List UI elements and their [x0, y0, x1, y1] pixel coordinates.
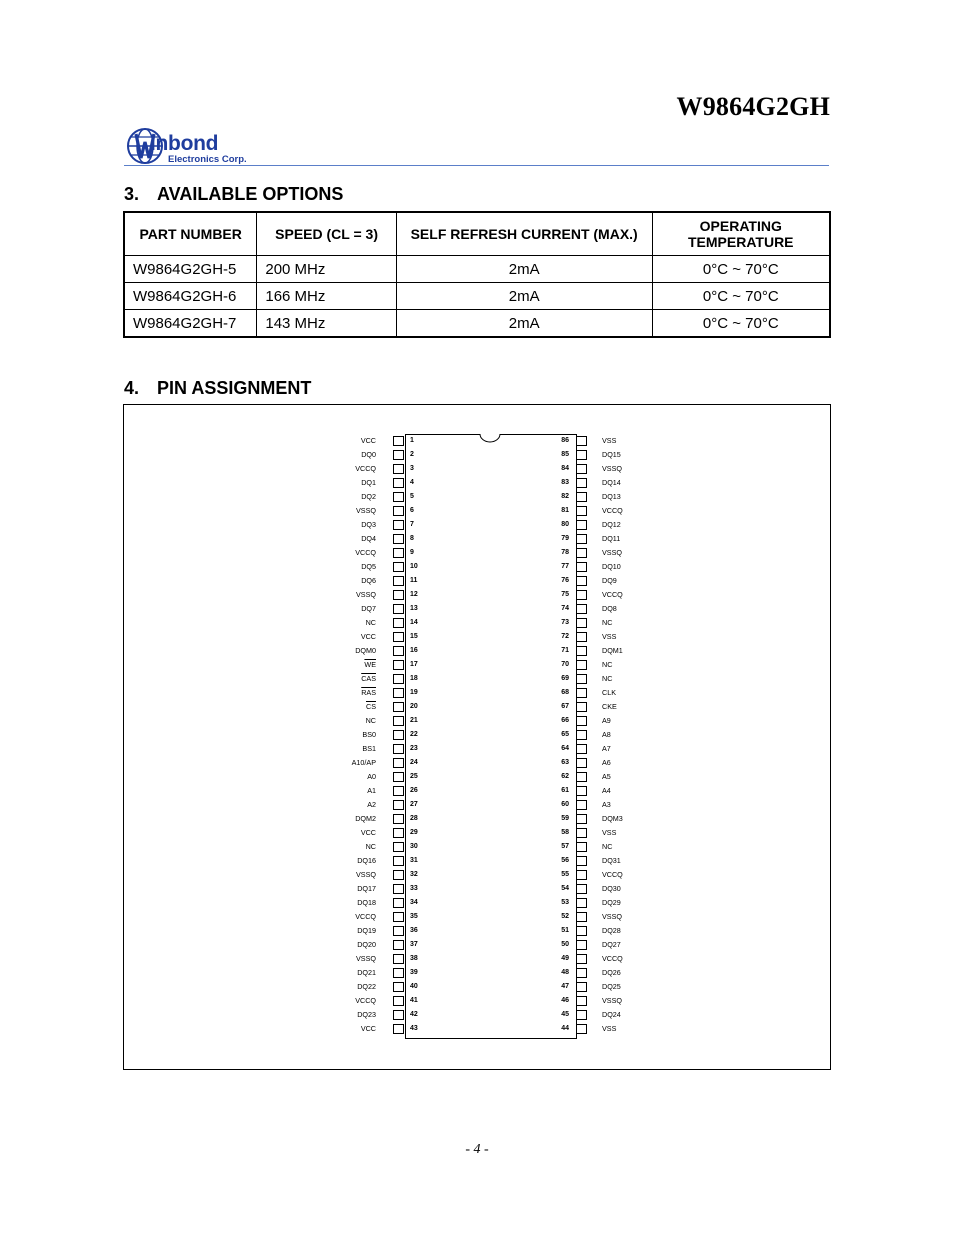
pin-name: $\overline{CS}$	[366, 702, 376, 711]
pin-name: DQ29	[602, 898, 621, 907]
pin-lead	[393, 758, 404, 768]
pin-number: 83	[561, 479, 569, 486]
pin-name: A2	[367, 800, 376, 809]
pin-lead	[576, 828, 587, 838]
pin-lead	[393, 520, 404, 530]
pin-name: $\overline{WE}$	[364, 660, 376, 669]
pin-name: VCCQ	[355, 464, 376, 473]
pin-number: 22	[410, 731, 418, 738]
pin-lead	[393, 660, 404, 670]
pin-lead	[393, 716, 404, 726]
pin-lead	[576, 478, 587, 488]
pin-number: 10	[410, 563, 418, 570]
column-header: PART NUMBER	[124, 212, 257, 256]
pin-lead	[393, 548, 404, 558]
pin-name: A4	[602, 786, 611, 795]
pin-lead	[576, 996, 587, 1006]
pin-number: 71	[561, 647, 569, 654]
pin-name: VCCQ	[602, 954, 623, 963]
pin-name: DQ17	[357, 884, 376, 893]
pin-number: 59	[561, 815, 569, 822]
pin-name: VSSQ	[602, 996, 622, 1005]
pin-lead	[393, 884, 404, 894]
pin-name: DQ15	[602, 450, 621, 459]
pin-number: 53	[561, 899, 569, 906]
pin-lead	[393, 842, 404, 852]
pin-name: NC	[365, 618, 376, 627]
chip-notch-icon	[479, 424, 501, 446]
pin-number: 45	[561, 1011, 569, 1018]
part-number-cell: W9864G2GH-6	[124, 283, 257, 310]
pin-name: VSS	[602, 1024, 617, 1033]
pin-number: 72	[561, 633, 569, 640]
pin-name: DQ3	[361, 520, 376, 529]
pin-number: 3	[410, 465, 414, 472]
pin-number: 35	[410, 913, 418, 920]
pin-name: DQ26	[602, 968, 621, 977]
temperature-cell: 0°C ~ 70°C	[652, 256, 830, 283]
pin-number: 9	[410, 549, 414, 556]
pin-name: DQ4	[361, 534, 376, 543]
pin-number: 1	[410, 437, 414, 444]
temperature-cell: 0°C ~ 70°C	[652, 283, 830, 310]
pin-name: A1	[367, 786, 376, 795]
pin-lead	[576, 618, 587, 628]
pin-name: $\overline{RAS}$	[361, 688, 376, 697]
pin-name: DQ5	[361, 562, 376, 571]
pin-number: 43	[410, 1025, 418, 1032]
pin-name: DQ22	[357, 982, 376, 991]
pin-name: DQ13	[602, 492, 621, 501]
pin-number: 77	[561, 563, 569, 570]
pin-number: 58	[561, 829, 569, 836]
pin-name: BS1	[362, 744, 376, 753]
pin-number: 41	[410, 997, 418, 1004]
pin-name: VSSQ	[602, 548, 622, 557]
pin-lead	[393, 1010, 404, 1020]
pin-name: VSSQ	[356, 590, 376, 599]
pin-name: DQM2	[355, 814, 376, 823]
pin-name: A0	[367, 772, 376, 781]
doc-title: W9864G2GH	[676, 92, 830, 121]
pin-lead	[576, 716, 587, 726]
pin-name: NC	[602, 618, 613, 627]
pin-lead	[393, 856, 404, 866]
pin-number: 47	[561, 983, 569, 990]
pin-lead	[576, 758, 587, 768]
pin-lead	[576, 674, 587, 684]
pin-lead	[393, 870, 404, 880]
pin-name: NC	[365, 842, 376, 851]
pin-number: 34	[410, 899, 418, 906]
pin-name: DQ0	[361, 450, 376, 459]
pin-name: VCC	[360, 436, 376, 445]
pin-number: 16	[410, 647, 418, 654]
table-row	[124, 283, 830, 310]
pin-name: VSS	[602, 828, 617, 837]
pin-number: 32	[410, 871, 418, 878]
section-3-title: AVAILABLE OPTIONS	[157, 184, 344, 204]
pin-lead	[576, 800, 587, 810]
pin-name: VSSQ	[356, 870, 376, 879]
pin-lead	[393, 632, 404, 642]
pin-name: $\overline{CAS}$	[361, 674, 376, 683]
chip-top-edge	[500, 434, 576, 435]
pin-number: 49	[561, 955, 569, 962]
table-row	[124, 256, 830, 283]
section-3-heading	[124, 184, 343, 205]
chip-package-outline	[405, 434, 577, 1039]
pin-number: 36	[410, 927, 418, 934]
pin-lead	[576, 912, 587, 922]
pin-number: 24	[410, 759, 418, 766]
pin-name: DQ28	[602, 926, 621, 935]
pin-number: 27	[410, 801, 418, 808]
pin-lead	[393, 562, 404, 572]
pin-name: DQ18	[357, 898, 376, 907]
pin-name: DQ20	[357, 940, 376, 949]
pin-name: DQM3	[602, 814, 623, 823]
pin-name: A7	[602, 744, 611, 753]
pin-lead	[393, 786, 404, 796]
pin-lead	[576, 450, 587, 460]
pin-number: 20	[410, 703, 418, 710]
pin-name: DQ14	[602, 478, 621, 487]
pin-number: 80	[561, 521, 569, 528]
pin-lead	[576, 856, 587, 866]
pin-number: 40	[410, 983, 418, 990]
pin-number: 31	[410, 857, 418, 864]
pin-name: DQ21	[357, 968, 376, 977]
pin-lead	[576, 590, 587, 600]
pin-number: 61	[561, 787, 569, 794]
pin-lead	[576, 520, 587, 530]
pin-name: DQ1	[361, 478, 376, 487]
table-header-row	[124, 212, 830, 256]
pin-name: DQ19	[357, 926, 376, 935]
table-row	[124, 310, 830, 338]
pin-number: 76	[561, 577, 569, 584]
pin-number: 17	[410, 661, 418, 668]
pin-number: 8	[410, 535, 414, 542]
pin-name: DQ9	[602, 576, 617, 585]
pin-lead	[393, 590, 404, 600]
pin-number: 6	[410, 507, 414, 514]
pin-number: 85	[561, 451, 569, 458]
pin-number: 86	[561, 437, 569, 444]
pin-lead	[393, 478, 404, 488]
available-options-table	[123, 211, 831, 338]
pin-lead	[576, 534, 587, 544]
pin-number: 65	[561, 731, 569, 738]
pin-number: 2	[410, 451, 414, 458]
pin-name: VSS	[602, 436, 617, 445]
pin-name: A9	[602, 716, 611, 725]
pin-name: A5	[602, 772, 611, 781]
column-header: SPEED (CL = 3)	[257, 212, 396, 256]
pin-lead	[393, 688, 404, 698]
pin-lead	[576, 968, 587, 978]
pin-number: 12	[410, 591, 418, 598]
pin-name: VSSQ	[602, 464, 622, 473]
pin-number: 50	[561, 941, 569, 948]
pin-name: DQM0	[355, 646, 376, 655]
pin-lead	[576, 772, 587, 782]
pin-lead	[393, 940, 404, 950]
pin-name: VSSQ	[356, 954, 376, 963]
pin-lead	[393, 828, 404, 838]
pin-lead	[576, 814, 587, 824]
pin-number: 7	[410, 521, 414, 528]
pin-lead	[576, 954, 587, 964]
pin-lead	[576, 548, 587, 558]
pin-number: 52	[561, 913, 569, 920]
pin-number: 74	[561, 605, 569, 612]
pin-lead	[393, 674, 404, 684]
pin-lead	[576, 898, 587, 908]
pin-number: 73	[561, 619, 569, 626]
pin-number: 68	[561, 689, 569, 696]
pin-number: 15	[410, 633, 418, 640]
pin-number: 28	[410, 815, 418, 822]
refresh-current-cell: 2mA	[396, 310, 652, 338]
pin-name: DQ6	[361, 576, 376, 585]
pin-name: DQ25	[602, 982, 621, 991]
pin-number: 4	[410, 479, 414, 486]
pin-number: 38	[410, 955, 418, 962]
pin-lead	[576, 1024, 587, 1034]
pin-name: NC	[602, 660, 613, 669]
pin-lead	[393, 646, 404, 656]
pin-number: 69	[561, 675, 569, 682]
pin-lead	[576, 842, 587, 852]
pin-number: 14	[410, 619, 418, 626]
pin-number: 51	[561, 927, 569, 934]
pin-name: VCCQ	[602, 590, 623, 599]
pin-number: 29	[410, 829, 418, 836]
pin-name: DQ27	[602, 940, 621, 949]
pin-number: 19	[410, 689, 418, 696]
pin-lead	[576, 562, 587, 572]
pin-number: 5	[410, 493, 414, 500]
pin-name: NC	[602, 842, 613, 851]
pin-number: 55	[561, 871, 569, 878]
pin-lead	[393, 604, 404, 614]
pin-name: DQ16	[357, 856, 376, 865]
pin-lead	[393, 982, 404, 992]
pin-number: 44	[561, 1025, 569, 1032]
pin-lead	[576, 436, 587, 446]
pin-name: VCCQ	[355, 912, 376, 921]
pin-lead	[393, 464, 404, 474]
speed-cell: 143 MHz	[257, 310, 396, 338]
part-number-cell: W9864G2GH-7	[124, 310, 257, 338]
pin-number: 30	[410, 843, 418, 850]
pin-lead	[393, 534, 404, 544]
pin-name: VSSQ	[602, 912, 622, 921]
pin-name: DQ30	[602, 884, 621, 893]
pin-lead	[393, 450, 404, 460]
pin-lead	[576, 1010, 587, 1020]
pin-name: BS0	[362, 730, 376, 739]
pin-name: VCCQ	[355, 996, 376, 1005]
pin-lead	[576, 688, 587, 698]
pin-number: 21	[410, 717, 418, 724]
pin-number: 84	[561, 465, 569, 472]
pin-lead	[393, 506, 404, 516]
pin-number: 48	[561, 969, 569, 976]
refresh-current-cell: 2mA	[396, 283, 652, 310]
pin-lead	[393, 898, 404, 908]
pin-number: 39	[410, 969, 418, 976]
pin-number: 81	[561, 507, 569, 514]
pin-lead	[576, 702, 587, 712]
pin-lead	[576, 506, 587, 516]
pin-lead	[393, 730, 404, 740]
pin-name: DQ11	[602, 534, 621, 543]
pin-name: CLK	[602, 688, 616, 697]
logo-text: inbond	[150, 132, 219, 155]
pin-lead	[576, 632, 587, 642]
pin-lead	[393, 954, 404, 964]
pin-number: 75	[561, 591, 569, 598]
pin-number: 56	[561, 857, 569, 864]
section-4-title: PIN ASSIGNMENT	[157, 378, 312, 398]
pin-number: 60	[561, 801, 569, 808]
pin-number: 37	[410, 941, 418, 948]
pin-name: DQM1	[602, 646, 623, 655]
pin-number: 63	[561, 759, 569, 766]
pin-number: 11	[410, 577, 418, 584]
pin-number: 42	[410, 1011, 418, 1018]
temperature-cell: 0°C ~ 70°C	[652, 310, 830, 338]
pin-number: 78	[561, 549, 569, 556]
pin-lead	[576, 786, 587, 796]
pin-lead	[393, 926, 404, 936]
pin-number: 23	[410, 745, 418, 752]
pin-lead	[393, 436, 404, 446]
pin-name: DQ23	[357, 1010, 376, 1019]
speed-cell: 166 MHz	[257, 283, 396, 310]
part-number-cell: W9864G2GH-5	[124, 256, 257, 283]
pin-lead	[576, 926, 587, 936]
column-header: SELF REFRESH CURRENT (MAX.)	[396, 212, 652, 256]
pin-number: 67	[561, 703, 569, 710]
pin-name: A10/AP	[351, 758, 376, 767]
pin-name: DQ7	[361, 604, 376, 613]
pin-number: 46	[561, 997, 569, 1004]
pin-number: 79	[561, 535, 569, 542]
pin-name: VCCQ	[355, 548, 376, 557]
header-rule	[124, 165, 829, 166]
pin-lead	[393, 702, 404, 712]
pin-name: VSS	[602, 632, 617, 641]
pin-name: VSSQ	[356, 506, 376, 515]
speed-cell: 200 MHz	[257, 256, 396, 283]
pin-lead	[393, 912, 404, 922]
pin-name: A3	[602, 800, 611, 809]
pin-lead	[393, 618, 404, 628]
pin-name: VCC	[360, 632, 376, 641]
pin-number: 54	[561, 885, 569, 892]
pin-lead	[576, 730, 587, 740]
pin-name: DQ8	[602, 604, 617, 613]
pin-number: 64	[561, 745, 569, 752]
pin-lead	[576, 660, 587, 670]
section-4-number: 4.	[124, 378, 140, 398]
pin-number: 33	[410, 885, 418, 892]
pin-number: 66	[561, 717, 569, 724]
pin-number: 18	[410, 675, 418, 682]
pin-name: VCCQ	[602, 870, 623, 879]
chip-top-edge	[405, 434, 480, 435]
pin-name: DQ12	[602, 520, 621, 529]
pin-lead	[576, 646, 587, 656]
pin-name: NC	[365, 716, 376, 725]
pin-number: 25	[410, 773, 418, 780]
pin-lead	[393, 1024, 404, 1034]
pin-number: 13	[410, 605, 418, 612]
pin-lead	[576, 884, 587, 894]
pin-number: 26	[410, 787, 418, 794]
pin-lead	[576, 492, 587, 502]
pin-name: DQ31	[602, 856, 621, 865]
pin-name: DQ10	[602, 562, 621, 571]
pin-lead	[393, 968, 404, 978]
pin-lead	[576, 464, 587, 474]
pin-number: 70	[561, 661, 569, 668]
pin-number: 82	[561, 493, 569, 500]
pin-number: 57	[561, 843, 569, 850]
page-number: - 4 -	[465, 1142, 489, 1157]
pin-lead	[576, 744, 587, 754]
pin-lead	[393, 492, 404, 502]
pin-name: DQ24	[602, 1010, 621, 1019]
pin-name: CKE	[602, 702, 617, 711]
pin-name: NC	[602, 674, 613, 683]
pin-name: VCC	[360, 1024, 376, 1033]
pin-lead	[393, 772, 404, 782]
pin-lead	[576, 940, 587, 950]
pin-name: DQ2	[361, 492, 376, 501]
pin-lead	[576, 982, 587, 992]
pin-lead	[576, 870, 587, 880]
pin-lead	[393, 996, 404, 1006]
section-4-heading	[124, 378, 311, 399]
logo-subtitle: Electronics Corp.	[168, 154, 247, 165]
pin-lead	[393, 576, 404, 586]
refresh-current-cell: 2mA	[396, 256, 652, 283]
pin-lead	[393, 800, 404, 810]
section-3-number: 3.	[124, 184, 140, 204]
pin-name: VCC	[360, 828, 376, 837]
pin-lead	[393, 744, 404, 754]
pin-lead	[576, 576, 587, 586]
pin-name: A8	[602, 730, 611, 739]
pin-name: VCCQ	[602, 506, 623, 515]
pin-lead	[393, 814, 404, 824]
pin-lead	[576, 604, 587, 614]
pin-name: A6	[602, 758, 611, 767]
column-header: OPERATING TEMPERATURE	[652, 212, 830, 256]
pin-number: 62	[561, 773, 569, 780]
